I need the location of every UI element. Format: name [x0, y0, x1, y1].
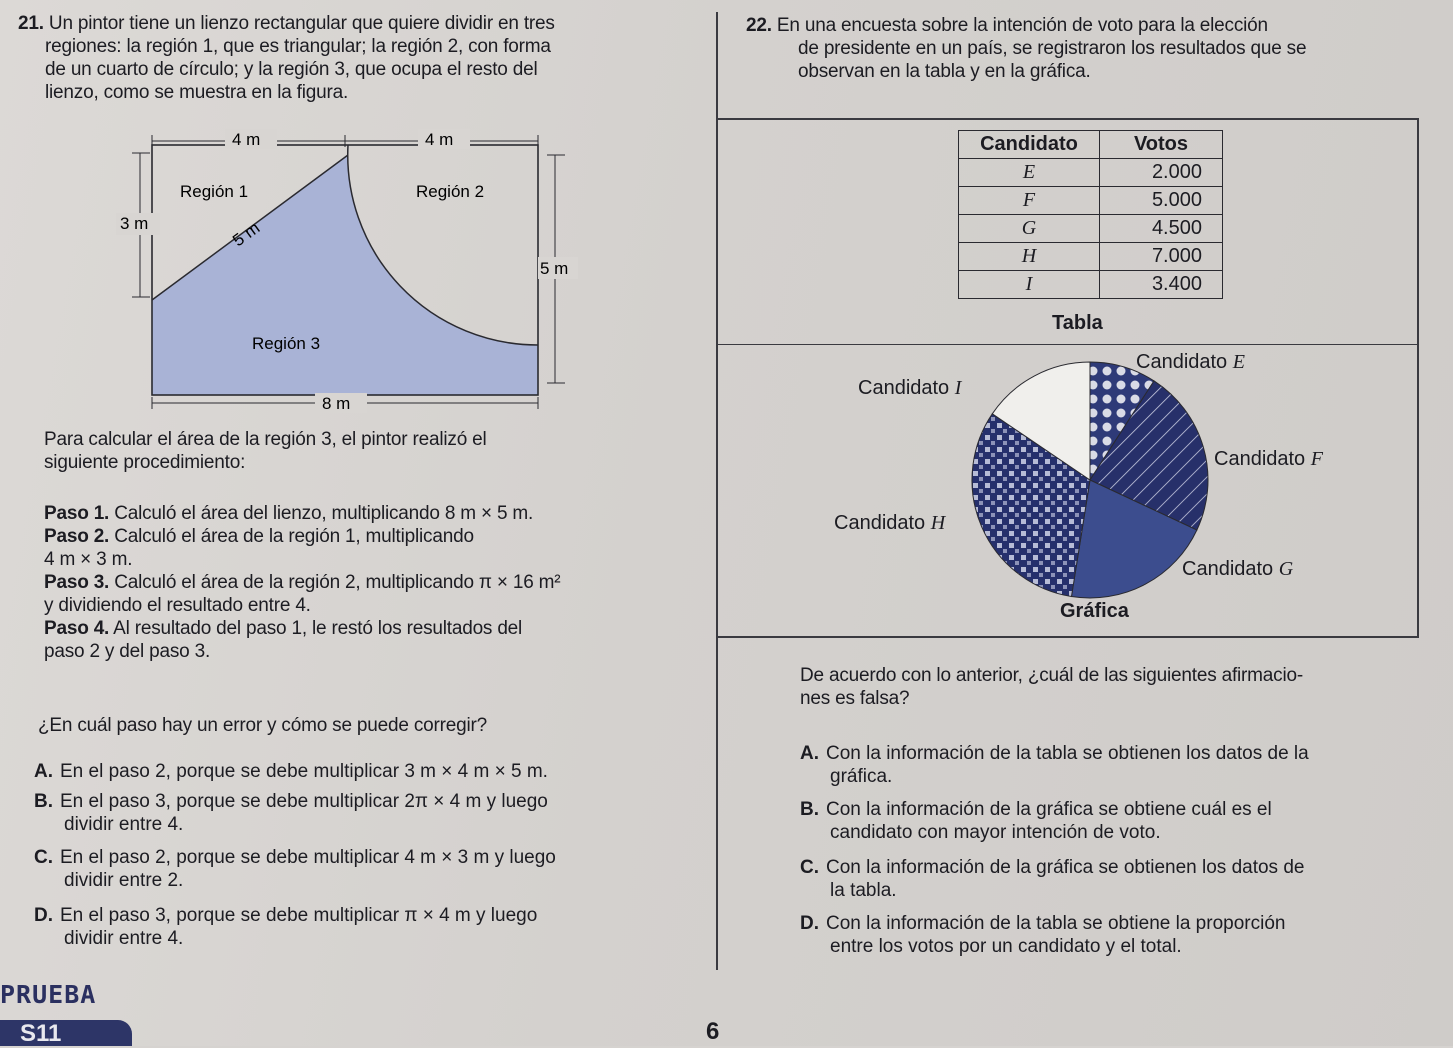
step1-text: Calculó el área del lienzo, multiplicando 8 m × 5 m. — [109, 503, 534, 524]
option-text: entre los votos por un candidato y el total. — [830, 936, 1182, 957]
cell-votes: 7.000 — [1100, 243, 1223, 271]
option-text: gráfica. — [830, 766, 893, 787]
table-row — [959, 215, 1223, 243]
q22-intro-line: de presidente en un país, se registraron los resultados que se — [798, 38, 1307, 59]
chart-caption: Gráfica — [1060, 600, 1129, 622]
step3-text: Calculó el área de la región 2, multiplicando π × 16 m² — [109, 572, 561, 593]
canvas-figure — [110, 125, 590, 415]
step4-label: Paso 4. — [44, 618, 110, 639]
option-text: la tabla. — [830, 880, 897, 901]
q22-intro-line: En una encuesta sobre la intención de voto para la elección — [776, 15, 1268, 36]
pie-label-f — [1214, 448, 1323, 471]
q22-intro-line: observan en la tabla y en la gráfica. — [798, 61, 1091, 82]
step2-label: Paso 2. — [44, 526, 110, 547]
panel-separator — [716, 344, 1417, 345]
q22-option-d[interactable] — [800, 912, 1285, 958]
pie-label-h — [834, 512, 945, 535]
q22-question-line: De acuerdo con lo anterior, ¿cuál de las siguientes afirmacio- — [800, 665, 1303, 686]
table-row — [959, 159, 1223, 187]
footer-code-tab — [0, 1020, 132, 1046]
q22-question-line: nes es falsa? — [800, 688, 910, 709]
q21-intro-line: Un pintor tiene un lienzo rectangular que quiere dividir en tres — [48, 13, 555, 34]
q21-intro-line: lienzo, como se muestra en la figura. — [45, 82, 349, 103]
procedure-intro-line: siguiente procedimiento: — [44, 452, 246, 473]
region3-label: Región 3 — [252, 334, 321, 353]
option-text: dividir entre 4. — [64, 814, 184, 835]
pie-label-g — [1182, 558, 1293, 581]
option-text: Con la información de la gráfica se obtienen los datos de — [826, 857, 1305, 878]
option-letter: A. — [34, 761, 53, 782]
q21-option-c[interactable] — [34, 846, 556, 892]
option-text: En el paso 2, porque se debe multiplicar 4 m × 3 m y luego — [60, 847, 556, 868]
pie-label-letter: E — [1232, 351, 1245, 373]
pie-label-text: Candidato — [834, 512, 931, 534]
q22-option-b[interactable] — [800, 798, 1272, 844]
option-text: En el paso 3, porque se debe multiplicar π × 4 m y luego — [60, 905, 538, 926]
table-row — [959, 271, 1223, 299]
step4-text: Al resultado del paso 1, le restó los resultados del — [109, 618, 523, 639]
option-letter: D. — [34, 905, 53, 926]
cell-candidate: I — [959, 271, 1100, 299]
pie-slices — [972, 362, 1208, 598]
votes-table — [958, 130, 1223, 299]
option-text: Con la información de la tabla se obtiene la proporción — [826, 913, 1286, 934]
option-letter: C. — [800, 857, 819, 878]
right-length: 5 m — [540, 259, 569, 278]
bottom-length: 8 m — [322, 394, 351, 413]
header-votos: Votos — [1100, 131, 1223, 159]
left-length: 3 m — [120, 214, 149, 233]
pie-label-i — [858, 377, 961, 400]
procedure-intro-line: Para calcular el área de la región 3, el pintor realizó el — [44, 429, 487, 450]
region2-label: Región 2 — [416, 182, 485, 201]
step1-label: Paso 1. — [44, 503, 110, 524]
footer-prueba: PRUEBA — [0, 980, 97, 1009]
table-caption: Tabla — [1052, 312, 1103, 334]
cell-votes: 5.000 — [1100, 187, 1223, 215]
option-text: dividir entre 4. — [64, 928, 184, 949]
option-text: En el paso 3, porque se debe multiplicar 2π × 4 m y luego — [60, 791, 548, 812]
q21-intro — [18, 12, 555, 104]
q21-question: ¿En cuál paso hay un error y cómo se puede corregir? — [38, 715, 488, 736]
page-number: 6 — [706, 1018, 720, 1045]
option-letter: A. — [800, 743, 819, 764]
pie-label-e — [1136, 351, 1245, 374]
pie-label-letter: F — [1310, 448, 1323, 470]
pie-label-letter: I — [954, 377, 962, 399]
pie-label-text: Candidato — [1182, 558, 1279, 580]
step3-text: y dividiendo el resultado entre 4. — [44, 595, 311, 616]
pie-chart — [960, 350, 1220, 610]
step4-text: paso 2 y del paso 3. — [44, 641, 211, 662]
cell-candidate: E — [959, 159, 1100, 187]
q22-intro — [746, 14, 1306, 83]
table-row — [959, 243, 1223, 271]
q21-option-d[interactable] — [34, 904, 537, 950]
option-text: candidato con mayor intención de voto. — [830, 822, 1161, 843]
option-text: Con la información de la tabla se obtienen los datos de la — [826, 743, 1309, 764]
q22-number: 22. — [746, 15, 772, 36]
option-letter: D. — [800, 913, 819, 934]
q21-intro-line: regiones: la región 1, que es triangular; la región 2, con forma — [45, 36, 551, 57]
q22-option-a[interactable] — [800, 742, 1309, 788]
pie-label-letter: H — [930, 512, 946, 534]
footer-code: S11 — [20, 1020, 62, 1047]
option-letter: C. — [34, 847, 53, 868]
diagonal-length: 5 m — [229, 218, 264, 251]
q21-procedure — [44, 428, 487, 474]
pie-label-text: Candidato — [1136, 351, 1233, 373]
q21-number: 21. — [18, 13, 44, 34]
step2-text: Calculó el área de la región 1, multiplicando — [109, 526, 474, 547]
option-text: En el paso 2, porque se debe multiplicar 3 m × 4 m × 5 m. — [60, 761, 548, 782]
cell-votes: 4.500 — [1100, 215, 1223, 243]
top-right-length: 4 m — [425, 130, 454, 149]
cell-votes: 2.000 — [1100, 159, 1223, 187]
option-text: dividir entre 2. — [64, 870, 184, 891]
q22-option-c[interactable] — [800, 856, 1304, 902]
cell-candidate: H — [959, 243, 1100, 271]
step2-text: 4 m × 3 m. — [44, 549, 133, 570]
cell-votes: 3.400 — [1100, 271, 1223, 299]
header-candidato: Candidato — [959, 131, 1100, 159]
pie-label-text: Candidato — [858, 377, 955, 399]
q21-steps — [44, 502, 560, 663]
q22-question — [800, 664, 1303, 710]
q21-option-a[interactable] — [34, 760, 548, 783]
option-letter: B. — [34, 791, 53, 812]
region1-label: Región 1 — [180, 182, 249, 201]
step3-label: Paso 3. — [44, 572, 110, 593]
option-text: Con la información de la gráfica se obtiene cuál es el — [826, 799, 1272, 820]
cell-candidate: F — [959, 187, 1100, 215]
cell-candidate: G — [959, 215, 1100, 243]
pie-label-text: Candidato — [1214, 448, 1311, 470]
table-row — [959, 187, 1223, 215]
option-letter: B. — [800, 799, 819, 820]
pie-label-letter: G — [1278, 558, 1294, 580]
top-left-length: 4 m — [232, 130, 261, 149]
q21-intro-line: de un cuarto de círculo; y la región 3, que ocupa el resto del — [45, 59, 538, 80]
q21-option-b[interactable] — [34, 790, 548, 836]
